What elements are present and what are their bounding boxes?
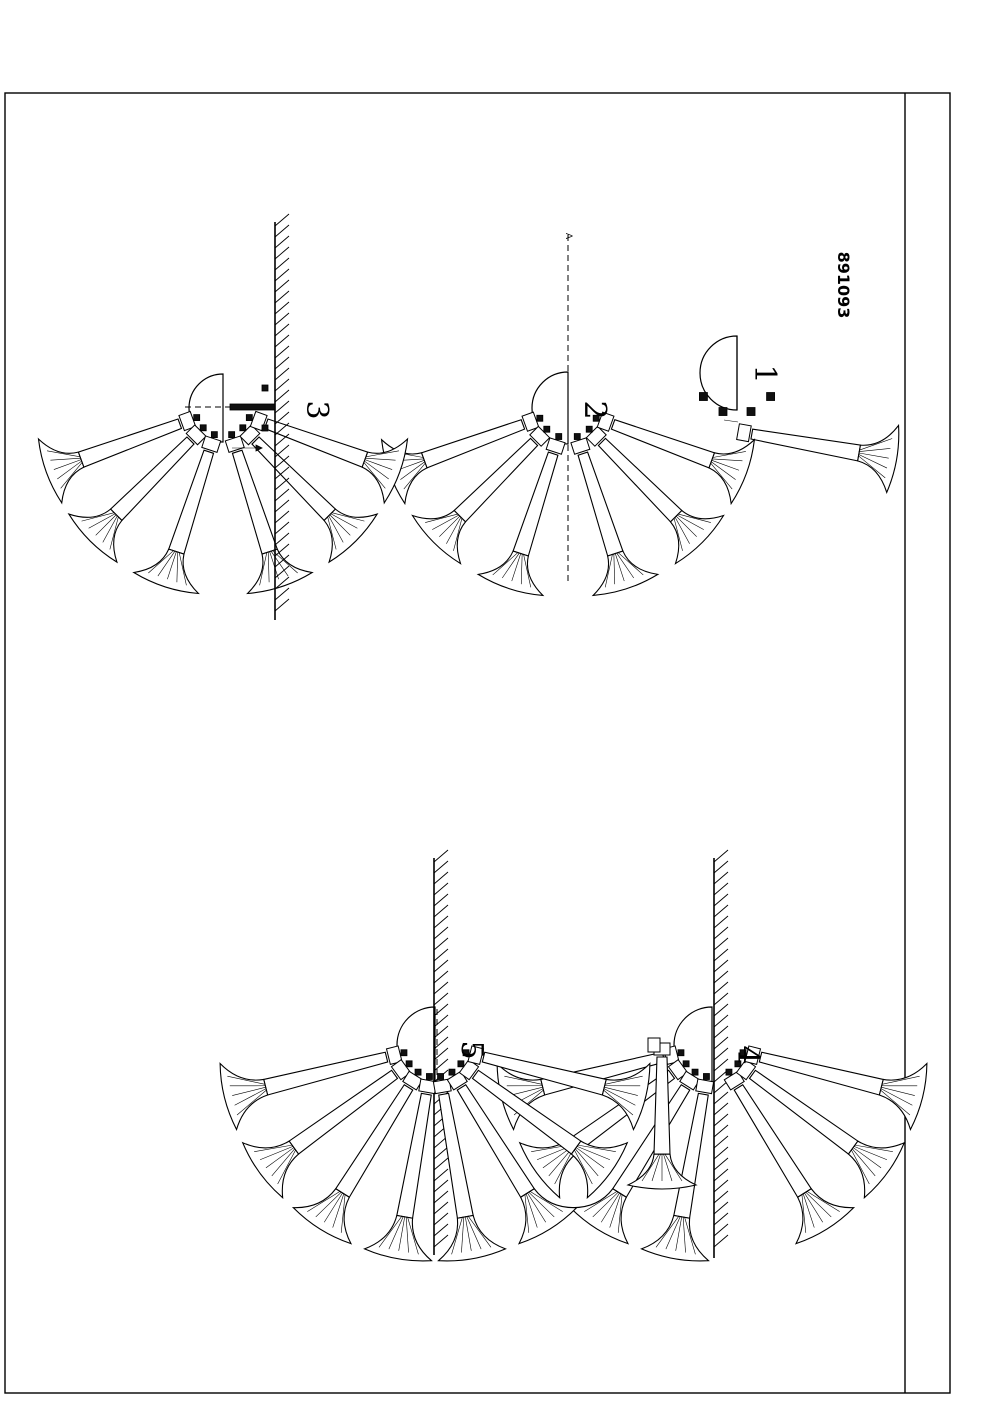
wall-hatch <box>714 971 728 983</box>
wall-hatch <box>434 883 448 895</box>
wall-hatch <box>434 1147 448 1159</box>
canopy-clip <box>719 408 727 416</box>
arm-tube <box>674 1093 708 1218</box>
wall-hatch <box>275 401 289 413</box>
wall-hatch <box>714 927 728 939</box>
clip-screw <box>703 1074 709 1080</box>
clip-screw <box>401 1050 407 1056</box>
clip-screw <box>692 1069 698 1075</box>
wall-hatch <box>714 850 728 862</box>
clip-screw <box>240 425 246 431</box>
arm-shade <box>879 1064 927 1130</box>
wall-hatch <box>714 1224 728 1236</box>
insert-arrow <box>724 420 738 422</box>
arm-shade <box>134 549 199 593</box>
wall-hatch <box>434 1224 448 1236</box>
arm-shade <box>570 1189 628 1244</box>
step-3-diagram <box>38 214 407 620</box>
arm-tube <box>751 429 861 461</box>
wall-plug-top <box>262 385 268 391</box>
wall-hatch <box>275 236 289 248</box>
clip-screw <box>200 425 206 431</box>
step-4-diagram <box>497 850 927 1261</box>
wall-hatch <box>275 390 289 402</box>
arm-tube <box>232 450 277 554</box>
wall-hatch <box>275 599 289 611</box>
wall-hatch <box>275 225 289 237</box>
arm-tube <box>578 452 623 556</box>
arm-shade <box>365 1215 432 1260</box>
wall-hatch <box>275 280 289 292</box>
wall-hatch <box>714 861 728 873</box>
clip-screw <box>438 1074 444 1080</box>
clip-screw <box>449 1069 455 1075</box>
wall-hatch <box>275 258 289 270</box>
wall-hatch <box>714 1103 728 1115</box>
wall-hatch <box>434 1235 448 1247</box>
wall-hatch <box>275 302 289 314</box>
arm-shade <box>293 1189 351 1244</box>
wall-hatch <box>275 445 289 457</box>
arm-shade <box>439 1215 506 1260</box>
wall-hatch <box>434 1202 448 1214</box>
wall-hatch <box>434 1169 448 1181</box>
dimension-marker: A <box>563 232 573 240</box>
wall-hatch <box>714 1235 728 1247</box>
wall-hatch <box>714 1158 728 1170</box>
arm-shade <box>478 551 543 595</box>
wall-hatch <box>714 872 728 884</box>
arm-tube <box>397 1093 431 1218</box>
arm-shade <box>220 1064 268 1130</box>
step-4-label: 4 <box>730 1045 765 1065</box>
wall-hatch <box>714 1114 728 1126</box>
wall-hatch <box>275 500 289 512</box>
clip-screw <box>574 434 580 440</box>
wall-hatch <box>434 971 448 983</box>
clip-screw <box>556 434 562 440</box>
canopy-clip <box>747 408 755 416</box>
wall-hatch <box>434 905 448 917</box>
wall-hatch <box>714 1147 728 1159</box>
canopy-clip <box>699 393 707 401</box>
arm-shade <box>796 1189 854 1244</box>
wall-hatch <box>714 883 728 895</box>
wall-hatch <box>434 1015 448 1027</box>
wall-plug-bottom <box>262 425 268 431</box>
arm-shade <box>848 1141 904 1198</box>
arm-clip <box>696 1079 714 1094</box>
wall-hatch <box>434 1158 448 1170</box>
wall-hatch <box>275 313 289 325</box>
clip-screw <box>726 1069 732 1075</box>
wall-hatch <box>714 1037 728 1049</box>
wall-hatch <box>714 960 728 972</box>
model-code: 891093 <box>834 251 853 319</box>
clip-screw <box>537 415 543 421</box>
wall-hatch <box>434 1059 448 1071</box>
wall-hatch <box>275 247 289 259</box>
loose-clip <box>648 1038 660 1052</box>
wall-hatch <box>275 346 289 358</box>
wall-hatch <box>434 1191 448 1203</box>
wall-hatch <box>434 960 448 972</box>
wall-hatch <box>434 1004 448 1016</box>
wall-hatch <box>434 872 448 884</box>
wall-hatch <box>275 489 289 501</box>
wall-hatch <box>275 269 289 281</box>
clip-screw <box>458 1061 464 1067</box>
wall-hatch <box>714 1048 728 1060</box>
arm-shade <box>642 1215 709 1260</box>
wall-hatch <box>714 916 728 928</box>
wall-hatch <box>714 1136 728 1148</box>
clip-screw <box>683 1061 689 1067</box>
mounting-bolt <box>230 404 275 410</box>
wall-hatch <box>714 1026 728 1038</box>
arm-shade <box>858 425 899 492</box>
canopy-clip <box>767 393 775 401</box>
wall-hatch <box>275 291 289 303</box>
wall-hatch <box>714 1169 728 1181</box>
clip-screw <box>211 432 217 438</box>
wall-hatch <box>714 905 728 917</box>
wall-hatch <box>714 1092 728 1104</box>
wall-hatch <box>275 214 289 226</box>
wall-hatch <box>714 894 728 906</box>
clip-screw <box>229 432 235 438</box>
clip-screw <box>544 426 550 432</box>
step-2-diagram <box>382 232 755 595</box>
step-1-label: 1 <box>747 364 782 384</box>
wall-hatch <box>434 894 448 906</box>
wall-hatch <box>434 938 448 950</box>
wall-hatch <box>275 588 289 600</box>
wall-hatch <box>434 1180 448 1192</box>
wall-hatch <box>275 511 289 523</box>
wall-hatch <box>434 1213 448 1225</box>
arm-tube <box>654 1057 670 1154</box>
clip-screw <box>194 415 200 421</box>
wall-hatch <box>275 368 289 380</box>
wall-hatch <box>275 412 289 424</box>
wall-hatch <box>434 850 448 862</box>
wall-hatch <box>714 993 728 1005</box>
wall-hatch <box>714 949 728 961</box>
arm-shade <box>709 440 754 504</box>
arm-clip <box>737 424 752 442</box>
clip-screw <box>678 1050 684 1056</box>
wall-hatch <box>275 533 289 545</box>
wall-hatch <box>275 379 289 391</box>
wall-hatch <box>714 1180 728 1192</box>
wall-hatch <box>714 1004 728 1016</box>
wall-hatch <box>434 982 448 994</box>
arm-shade <box>593 551 658 595</box>
arm-tube <box>513 452 558 556</box>
wall-hatch <box>434 949 448 961</box>
wall-hatch <box>275 357 289 369</box>
clip-screw <box>426 1074 432 1080</box>
wall-hatch <box>714 1213 728 1225</box>
clip-screw <box>586 426 592 432</box>
wall-hatch <box>275 324 289 336</box>
clip-screw <box>415 1069 421 1075</box>
wall-hatch <box>714 1191 728 1203</box>
wall-hatch <box>434 861 448 873</box>
step-5-diagram <box>220 850 650 1261</box>
arm-tube <box>439 1093 473 1218</box>
arm-shade <box>243 1141 299 1198</box>
wall-hatch <box>714 1125 728 1137</box>
wall-hatch <box>434 927 448 939</box>
wall-hatch <box>275 478 289 490</box>
arm-shade <box>519 1189 577 1244</box>
wall-hatch <box>714 938 728 950</box>
wall-hatch <box>714 1015 728 1027</box>
step-3-label: 3 <box>299 400 334 420</box>
clip-screw <box>246 415 252 421</box>
wall-hatch <box>275 335 289 347</box>
wall-hatch <box>434 1026 448 1038</box>
wall-hatch <box>714 982 728 994</box>
arm-shade <box>248 549 313 593</box>
step-5-label: 5 <box>454 1040 489 1060</box>
wall-hatch <box>275 522 289 534</box>
clip-screw <box>406 1061 412 1067</box>
wall-hatch <box>434 993 448 1005</box>
detached-arm <box>737 424 899 493</box>
wall-hatch <box>434 1037 448 1049</box>
wall-hatch <box>434 916 448 928</box>
arm-tube <box>169 450 214 554</box>
arm-shade <box>38 439 83 503</box>
step-2-label: 2 <box>577 400 612 420</box>
wall-hatch <box>434 1048 448 1060</box>
wall-hatch <box>714 1202 728 1214</box>
